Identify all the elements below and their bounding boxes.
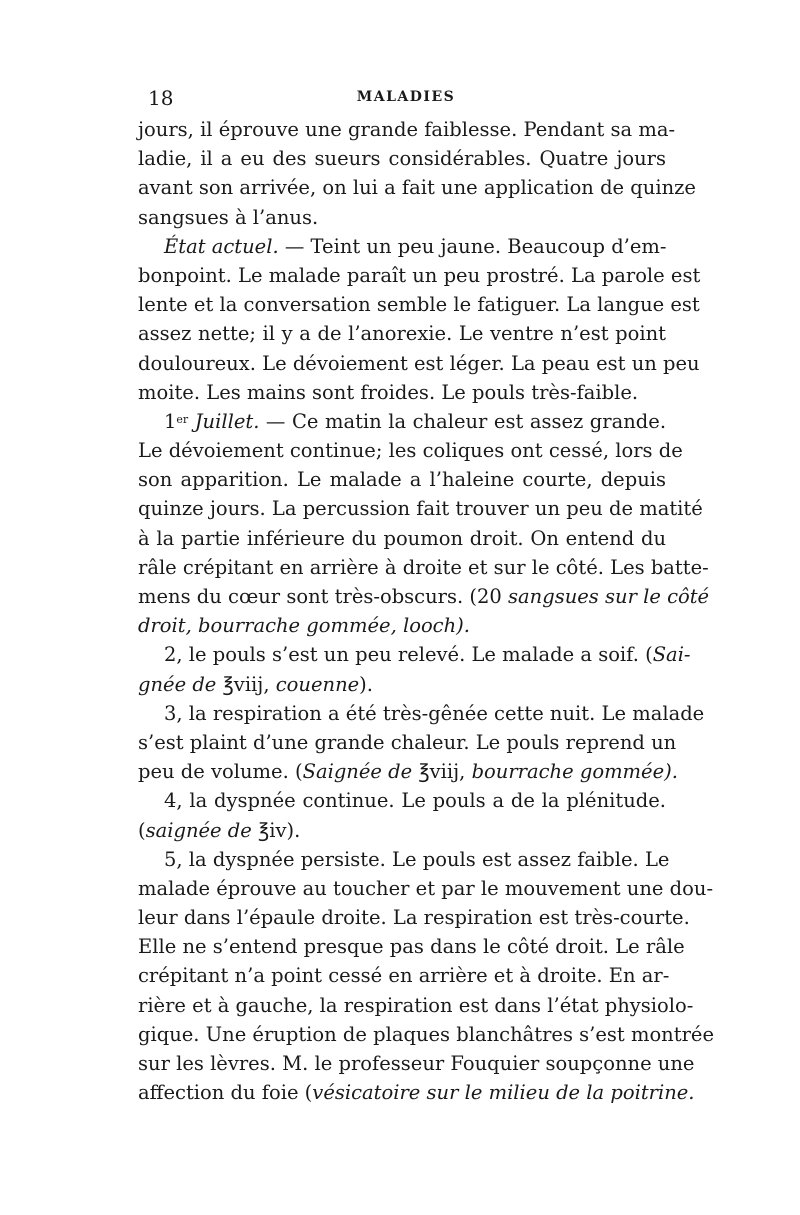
- text-line: droit, bourrache gommée, looch).: [138, 614, 470, 638]
- text-line: moite. Les mains sont froides. Le pouls très-faible.: [138, 380, 639, 404]
- text-line: ladie, il a eu des sueurs considérables. Quatre jours: [138, 147, 666, 171]
- text-line: quinze jours. La percussion fait trouver un peu de matité: [138, 497, 703, 521]
- text-line: rière et à gauche, la respiration est dans l’état physiolo-: [138, 993, 694, 1017]
- text-line: douloureux. Le dévoiement est léger. La peau est un peu: [138, 351, 700, 375]
- paragraph-start-line: 5, la dyspnée persiste. Le pouls est assez faible. Le: [164, 847, 670, 871]
- text-line: mens du cœur sont très-obscurs. (20 sangsues sur le côté: [138, 585, 710, 608]
- text-line: assez nette; il y a de l’anorexie. Le ventre n’est point: [138, 322, 666, 346]
- text-line: avant son arrivée, on lui a fait une application de quinze: [138, 176, 696, 200]
- text-line: leur dans l’épaule droite. La respiration est très-courte.: [138, 906, 690, 930]
- text-line: Le dévoiement continue; les coliques ont cessé, lors de: [138, 439, 683, 463]
- body-text: [138, 115, 714, 1107]
- text-line: bonpoint. Le malade paraît un peu prostré. La parole est: [138, 263, 701, 287]
- text-line: peu de volume. (Saignée de ℥viij, bourrache gommée).: [138, 760, 678, 784]
- text-line: s’est plaint d’une grande chaleur. Le pouls reprend un: [138, 730, 677, 754]
- paragraph-start-line: 4, la dyspnée continue. Le pouls a de la plénitude.: [164, 789, 666, 813]
- text-line: malade éprouve au toucher et par le mouvement une dou-: [138, 876, 714, 900]
- paragraph-start-line: 2, le pouls s’est un peu relevé. Le malade a soif. (Sai-: [164, 643, 691, 667]
- text-line: (saignée de ℥iv).: [138, 818, 301, 842]
- running-head: MALADIES: [356, 89, 456, 105]
- text-line: sangsues à l’anus.: [138, 205, 319, 229]
- paragraph-start-line: État actuel. — Teint un peu jaune. Beaucoup d’em-: [164, 234, 667, 258]
- text-line: crépitant n’a point cessé en arrière et à droite. En ar-: [138, 964, 670, 988]
- paragraph-start-line: 1er Juillet. — Ce matin la chaleur est assez grande.: [164, 409, 667, 433]
- text-line: à la partie inférieure du poumon droit. On entend du: [138, 526, 666, 550]
- text-line: son apparition. Le malade a l’haleine courte, depuis: [138, 468, 666, 492]
- page-header: [136, 86, 676, 114]
- text-line: râle crépitant en arrière à droite et sur le côté. Les batte-: [138, 555, 709, 579]
- page-number: 18: [148, 86, 174, 110]
- text-line: gique. Une éruption de plaques blanchâtres s’est montrée: [138, 1022, 714, 1046]
- text-line: sur les lèvres. M. le professeur Fouquier soupçonne une: [138, 1052, 695, 1075]
- paragraph-start-line: 3, la respiration a été très-gênée cette nuit. Le malade: [164, 701, 705, 725]
- text-line: affection du foie (vésicatoire sur le milieu de la poitrine.: [138, 1081, 695, 1105]
- text-line: lente et la conversation semble le fatiguer. La langue est: [138, 293, 700, 317]
- text-line: jours, il éprouve une grande faiblesse. Pendant sa ma-: [138, 118, 676, 141]
- text-line: Elle ne s’entend presque pas dans le côté droit. Le râle: [138, 935, 685, 959]
- text-line: gnée de ℥viij, couenne).: [138, 672, 373, 696]
